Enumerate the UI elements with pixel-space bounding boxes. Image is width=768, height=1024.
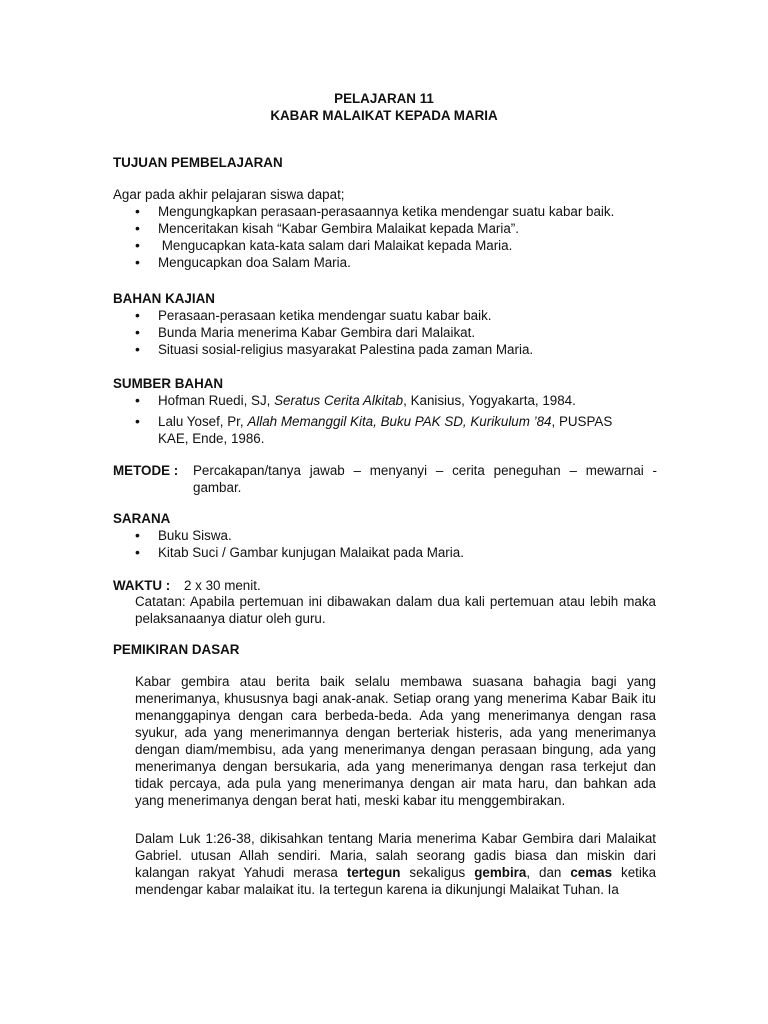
waktu-label: WAKTU : [113, 578, 171, 593]
reference-publisher: , Kanisius, Yogyakarta, 1984. [403, 393, 576, 408]
sarana-list [135, 527, 655, 561]
list-item: • Bunda Maria menerima Kabar Gembira dari Malaikat. [135, 324, 655, 341]
section-heading-bahan: BAHAN KAJIAN [113, 291, 215, 306]
list-item [135, 392, 635, 409]
metode-value: Percakapan/tanya jawab – menyanyi – cerita peneguhan – mewarnai - gambar. [193, 463, 657, 495]
list-item: • Mengucapkan kata-kata salam dari Malaikat kepada Maria. [135, 237, 655, 254]
paragraph: Kabar gembira atau berita baik selalu membawa suasana bahagia bagi yang menerimanya, khususnya bagi anak-anak. Setiap orang yang menerima Kabar Baik itu menanggapinya dengan cara berbeda-beda. Ada yang menerimanya dengan rasa syukur, ada yang menerimannya dengan berteriak histeris, ada yang menerimanya dengan diam/membisu, ada yang menerimanya dengan perasaan bingung, ada yang menerimanya dengan bersukaria, ada yang menerimanya dengan rasa terkejut dan tidak percaya, ada pula yang menerimanya dengan air mata haru, dan bahkan ada yang menerimanya dengan berat hati, meski kabar itu menggembirakan. [135, 674, 656, 808]
list-item: • Mengucapkan doa Salam Maria. [135, 254, 655, 271]
bahan-list [135, 307, 655, 358]
section-heading-sarana: SARANA [113, 511, 171, 526]
metode-label: METODE : [113, 463, 179, 478]
paragraph-text: Dalam Luk 1:26-38, dikisahkan tentang Maria menerima Kabar Gembira dari Malaikat Gabriel. utusan Allah sendiri. Maria, salah seorang gadis biasa dan miskin dari kalangan rakyat Yahudi merasa [135, 831, 656, 880]
paragraph-text: ketika mendengar kabar malaikat itu. Ia tertegun karena ia dikunjungi Malaikat Tuhan. Ia [135, 865, 657, 897]
lesson-number: PELAJARAN 11 [334, 91, 434, 106]
reference-title: Seratus Cerita Alkitab [274, 393, 404, 408]
emphasis-word: tertegun [346, 865, 401, 880]
section-heading-sumber: SUMBER BAHAN [113, 376, 224, 391]
list-item: • Mengungkapkan perasaan-perasaannya ketika mendengar suatu kabar baik. [135, 203, 655, 220]
waktu-note: Catatan: Apabila pertemuan ini dibawakan dalam dua kali pertemuan atau lebih maka pelaksanaanya diatur oleh guru. [135, 594, 656, 626]
list-item: • Buku Siswa. [135, 527, 655, 544]
reference-title: Allah Memanggil Kita, Buku PAK SD, Kurikulum ’84 [247, 414, 552, 429]
list-item [135, 413, 635, 447]
list-item: • Situasi sosial-religius masyarakat Palestina pada zaman Maria. [135, 341, 655, 358]
emphasis-word: gembira [474, 865, 527, 880]
tujuan-list [135, 203, 655, 271]
section-heading-tujuan: TUJUAN PEMBELAJARAN [113, 155, 283, 170]
waktu-value: 2 x 30 menit. [184, 578, 261, 593]
lesson-title: KABAR MALAIKAT KEPADA MARIA [270, 108, 498, 123]
list-item: • Kitab Suci / Gambar kunjugan Malaikat pada Maria. [135, 544, 655, 561]
reference-author: Lalu Yosef, Pr, [158, 414, 248, 429]
sumber-list [135, 392, 635, 447]
tujuan-intro: Agar pada akhir pelajaran siswa dapat; [113, 187, 345, 202]
list-item: • Perasaan-perasaan ketika mendengar suatu kabar baik. [135, 307, 655, 324]
reference-publisher: , PUSPAS KAE, Ende, 1986. [158, 414, 613, 446]
paragraph-text: sekaligus [400, 865, 475, 880]
paragraph-text: , dan [526, 865, 571, 880]
reference-author: Hofman Ruedi, SJ, [158, 393, 275, 408]
emphasis-word: cemas [570, 865, 613, 880]
paragraph [135, 830, 656, 898]
section-heading-pemikiran: PEMIKIRAN DASAR [113, 642, 240, 657]
list-item: • Menceritakan kisah “Kabar Gembira Malaikat kepada Maria”. [135, 220, 655, 237]
